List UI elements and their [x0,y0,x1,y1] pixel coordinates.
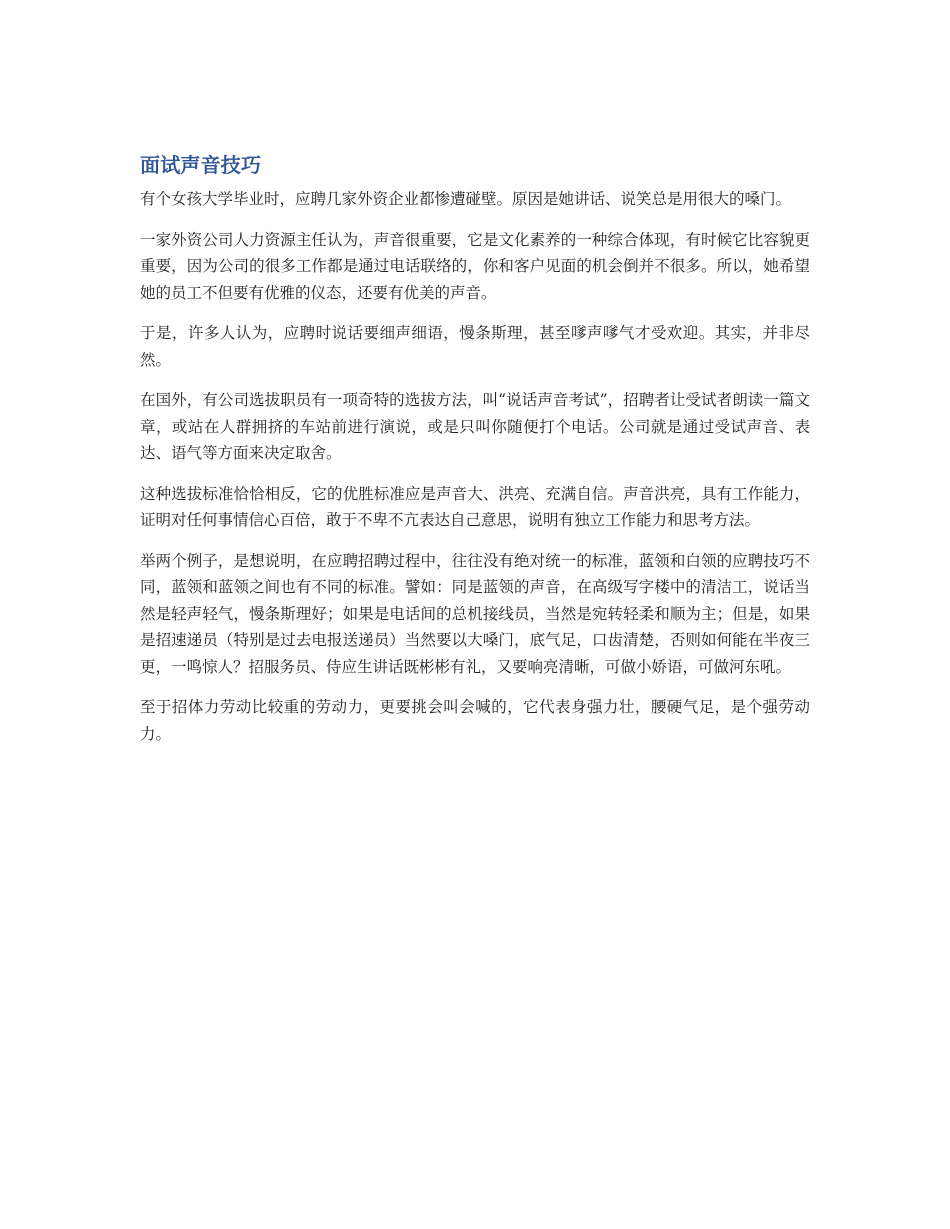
paragraph-6: 举两个例子，是想说明，在应聘招聘过程中，往往没有绝对统一的标准，蓝领和白领的应聘技巧不同，蓝领和蓝领之间也有不同的标准。譬如：同是蓝领的声音，在高级写字楼中的清洁工，说话当然是轻声轻气，慢条斯理好；如果是电话间的总机接线员，当然是宛转轻柔和顺为主；但是，如果是招速递员（特别是过去电报送递员）当然要以大嗓门，底气足，口齿清楚，否则如何能在半夜三更，一鸣惊人？招服务员、侍应生讲话既彬彬有礼，又要响亮清晰，可做小娇语，可做河东吼。 [140,551,810,676]
page-title: 面试声音技巧 [140,153,262,177]
paragraph-7: 至于招体力劳动比较重的劳动力，更要挑会叫会喊的，它代表身强力壮，腰硬气足，是个强劳动力。 [140,698,810,743]
paragraph-2: 一家外资公司人力资源主任认为，声音很重要，它是文化素养的一种综合体现，有时候它比容貌更重要，因为公司的很多工作都是通过电话联络的，你和客户见面的机会倒并不很多。所以，她希望她的员工不但要有优雅的仪态，还要有优美的声音。 [140,230,810,302]
paragraph-1: 有个女孩大学毕业时，应聘几家外资企业都惨遭碰壁。原因是她讲话、说笑总是用很大的嗓门。 [140,190,792,208]
paragraph-4: 在国外，有公司选拔职员有一项奇特的选拔方法，叫“说话声音考试”，招聘者让受试者朗读一篇文章，或站在人群拥挤的车站前进行演说，或是只叫你随便打个电话。公司就是通过受试声音、表达、语气等方面来决定取舍。 [140,391,810,462]
paragraph-5: 这种选拔标准恰恰相反，它的优胜标准应是声音大、洪亮、充满自信。声音洪亮，具有工作能力，证明对任何事情信心百倍，敢于不卑不亢表达自己意思，说明有独立工作能力和思考方法。 [140,484,810,529]
paragraph-3: 于是，许多人认为，应聘时说话要细声细语，慢条斯理，甚至嗲声嗲气才受欢迎。其实，并非尽然。 [140,324,810,369]
document-body [140,150,810,761]
